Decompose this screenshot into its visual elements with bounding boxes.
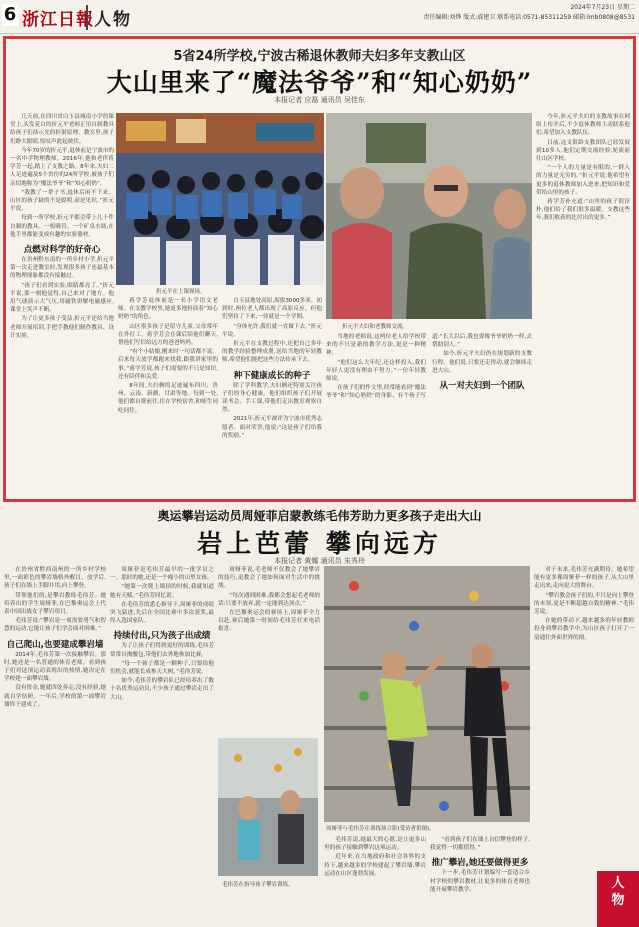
page-number: 6 xyxy=(3,4,17,25)
paragraph: “一个人的力量是有限的,一群人的力量是无穷的。”折元平说,他希望有更多的退休教师加入进来,把知识和爱带给山里的孩子。 xyxy=(536,165,630,196)
article1-column-3 xyxy=(222,297,322,497)
article2-photo-caption-1: 毛伟芳在指导孩子攀岩训练。 xyxy=(222,882,294,888)
paragraph: 对于未来,毛伟芳充满期待。她希望能有更多像周娅菲一样的孩子,从大山里走出来,走向更大的舞台。 xyxy=(534,567,634,590)
paragraph: 除了学科教学,夫妇俩还特别关注孩子们的身心健康。他们组织孩子们开展读书会、手工课,带他们走出教室观察自然。 xyxy=(222,382,322,414)
paragraph: “她第一次爬上墙顶的时候,我就知道她有天赋。”毛伟芳回忆说。 xyxy=(110,584,214,599)
article1-headline: 大山里来了“魔法爷爷”和“知心奶奶” xyxy=(106,68,533,97)
paragraph: “他们这么大年纪,还这样投入,我们年轻人更没有理由不努力。”一位年轻教师说。 xyxy=(326,359,426,383)
paragraph: 毛伟芳说:“攀岩是一项需要勇气和智慧的运动,它能让孩子们学会面对困难。” xyxy=(4,618,106,633)
paragraph: 今年70岁的折元平,退休前是宁波市的一名中学物理教师。2016年,他和老伴蒋学芳一起,踏上了支教之路。8年来,夫妇二人足迹遍及5个省份的24所学校,被孩子们亲切地称为“魔法爷爷”和“知心奶奶”。 xyxy=(10,147,114,187)
paragraph: 每到一所学校,折元平都会带上几十件自制的教具。一根吸管、一个矿泉水瓶,在他手里都能变成有趣的实验器材。 xyxy=(10,215,114,238)
paragraph: 周娅菲说,毛老师不仅教会了她攀岩的技巧,更教会了她如何面对生活中的挑战。 xyxy=(218,567,320,590)
paragraph: 在她的带动下,越来越多的年轻教师投身到攀岩教学中,为山区孩子打开了一扇通往外面世界的窗。 xyxy=(534,618,634,641)
paragraph: 在贵州黔东南的一所乡村小学,折元平第一次走进教室时,发现很多孩子连最基本的物理现象都没有接触过。 xyxy=(10,257,114,280)
paragraph: 毛伟芳说,她最大的心愿,是让更多山里的孩子接触到攀岩这项运动。 xyxy=(324,837,426,852)
paragraph: 为了让更多孩子受益,折元平还给当地老师开展培训,手把手教他们制作教具、设计实验。 xyxy=(10,316,114,339)
paragraph: 如今,折元平夫妇仍在规划新的支教行程。他们说,只要还走得动,就会继续走进大山。 xyxy=(432,351,532,374)
paragraph: 当地的老师说,这两位老人给学校带来的不只是新的教学方法,更是一种精神。 xyxy=(326,334,426,357)
article2-column-2 xyxy=(110,566,214,922)
article2-photo-climbing xyxy=(324,566,530,822)
paragraph: 带领他们的,是攀岩教练毛伟芳。她培养出的学生周娅菲,在巴黎奥运会上代表中国出战女子攀岩项目。 xyxy=(4,592,106,616)
section-name: 人物 xyxy=(86,5,132,30)
paragraph: “攀岩教会孩子们的,不只是向上攀登的本领,更是不断超越自我的精神。”毛伟芳说。 xyxy=(534,592,634,616)
article2-column-5 xyxy=(534,566,634,866)
paragraph: 近年来,在当地政府和社会各界的支持下,越来越多的学校建起了攀岩墙,攀岩运动在山区蓬勃发展。 xyxy=(324,854,426,877)
badge-line-1: 人 xyxy=(611,876,625,891)
paragraph: 在毛伟芳的悉心指导下,周娅菲的成绩突飞猛进,先后在全国比赛中多次获奖,最终入选国家队。 xyxy=(110,601,214,625)
masthead xyxy=(0,0,639,34)
article1-kicker: 5省24所学校,宁波古稀退休教师夫妇多年支教山区 xyxy=(173,49,466,64)
paragraph: 2014年,毛伟芳第一次接触攀岩。那时,她还是一名普通的体育老师。看到孩子们对这项运动表现出的热情,她决定在学校建一面攀岩墙。 xyxy=(4,651,106,683)
paragraph: 目前,这支银龄支教团队已经发展到10多人,他们定期交流经验,轮流前往山区学校。 xyxy=(536,139,630,163)
paragraph: 白玉县地处高原,海拔3000多米。初到时,两位老人都出现了高原反应。但他们坚持了下来,一待就是一个学期。 xyxy=(222,298,322,321)
paragraph: “身体允许,我们就一直做下去。”折元平说。 xyxy=(222,323,322,338)
article2-kicker: 奥运攀岩运动员周娅菲启蒙教练毛伟芳助力更多孩子走出大山 xyxy=(157,509,482,523)
article2-column-4b xyxy=(430,836,530,922)
masthead-info xyxy=(385,3,635,23)
article1-photo2-caption: 折元平夫妇和老教师交流。 xyxy=(342,324,409,330)
couple-photo-image xyxy=(326,113,532,319)
article2-subhead-2: 持续付出,只为孩子出成绩 xyxy=(113,631,211,642)
featured-article-frame xyxy=(3,36,636,502)
article2-subhead-3: 推广攀岩,她还要做得更多 xyxy=(431,858,529,869)
paragraph: “看到孩子们在墙上自信攀登的样子,我觉得一切都值得。” xyxy=(430,837,530,852)
article1-column-5 xyxy=(536,113,630,497)
article1-byline: 本报记者 应磊 通讯员 吴佳东 xyxy=(274,96,365,104)
paragraph: 山区很多孩子是留守儿童,父母常年在外打工。蒋学芳会在课后陪他们聊天,帮他们写信给远方的爸爸妈妈。 xyxy=(118,323,218,347)
paragraph: 在贵州省黔西南州的一所乡村学校里,一面彩色的攀岩墙格外醒目。放学后,孩子们在墙上手脚并用,向上攀登。 xyxy=(4,567,106,590)
paragraph: 折元平在支教过程中,还把自己多年的教学经验整理成册,送给当地的年轻教师,希望他们能把这些方法传承下去。 xyxy=(222,341,322,364)
article1-subhead-2: 种下健康成长的种子 xyxy=(233,370,311,381)
paragraph: 8年间,夫妇俩的足迹遍布四川、贵州、云南、新疆、甘肃等地。每到一处,他们都自费前往,住在学校宿舍,和师生同吃同住。 xyxy=(118,383,218,414)
editor-line: 责任编辑:刘烨 版式:戚建卫 联系电话:0571-85311259 邮箱:lmb0808@8531 xyxy=(423,14,635,21)
paragraph: 下一步,毛伟芳计划编写一套适合乡村学校的攀岩教材,让更多的体育老师也能开展攀岩教学。 xyxy=(430,870,530,893)
paragraph: 蒋学芳退休前是一名小学语文老师。在支教学校里,她更多地扮演着“知心奶奶”的角色。 xyxy=(118,298,218,321)
article2-headline: 岩上芭蕾 攀向远方 xyxy=(197,529,442,558)
paragraph: “每一个孩子都是一颗种子,只要给他们机会,就能长成参天大树。”毛伟芳说。 xyxy=(110,660,214,676)
paragraph: 2021年,折元平被评为宁波市优秀志愿者。面对荣誉,他说:“这是孩子们给我的奖励。” xyxy=(222,416,322,439)
article1-subhead-1: 点燃对科学的好奇心 xyxy=(23,245,101,256)
paragraph: “我教了一辈子书,退休后闲不下来。山区的孩子缺的不是聪明,而是见识。”折元平说。 xyxy=(10,189,114,213)
paragraph: 在巴黎奥运会的赛场上,周娅菲全力以赴,赛后她第一时间给毛伟芳打来电话报喜。 xyxy=(218,610,320,633)
article1-photo-couple xyxy=(326,113,532,319)
article1-subhead-3: 从一对夫妇到一个团队 xyxy=(439,381,525,392)
classroom-photo-image xyxy=(116,113,324,285)
article2-column-3 xyxy=(218,566,320,736)
article2-byline: 本报记者 黄娜 通讯员 朱秀玲 xyxy=(274,557,365,565)
child-photo-image xyxy=(218,738,318,876)
paragraph: 在孩子们的作文里,经常能看到“魔法爷爷”和“知心奶奶”的身影。有个孩子写道:“长大以后,我也要像爷爷奶奶一样,去帮助别人。” xyxy=(326,334,532,400)
paragraph: 今年,折元平夫妇的支教故事在网络上传开后,不少退休教师主动联系他们,希望加入支教队伍。 xyxy=(536,114,630,137)
article1-column-1 xyxy=(10,113,114,497)
article1-photo1-caption: 折元平在上课现场。 xyxy=(156,289,206,295)
paragraph: 如今,毛伟芳的攀岩队已经培养出了数十名优秀运动员,不少孩子通过攀岩走出了大山。 xyxy=(110,678,214,701)
paragraph: “每次遇到困难,我都会想起毛老师的话:只要不放弃,就一定能到达顶点。” xyxy=(218,592,320,607)
badge-line-2: 物 xyxy=(611,893,625,908)
article1-column-4 xyxy=(326,333,532,497)
paragraph: 没有资金,她就四处奔走;没有经验,她就自学钻研。一年后,学校的第一面攀岩墙终于建成了。 xyxy=(4,685,106,708)
paragraph: 蒋学芳补充道:“山里的孩子很淳朴,他们给了我们很多温暖。支教这些年,我们收获的比付出的更多。” xyxy=(536,199,630,222)
article2-subhead-1: 自己爬山,也要建成攀岩墙 xyxy=(6,639,104,650)
paragraph: 周娅菲是毛伟芳最早的一批学员之一。那时的她,还是一个瘦小的山里女孩。 xyxy=(110,567,214,582)
paper-name: 浙江日報 xyxy=(22,10,94,30)
article2-column-1 xyxy=(4,566,106,922)
paragraph: “有个小姑娘,刚来时一句话都不说。后来每天放学都跑来找我,跟我讲家里的事。”蒋学芳说,孩子们需要的不只是知识,还有陪伴和关爱。 xyxy=(118,349,218,380)
paragraph: 几天前,在四川省白玉县城南小学的课堂上,头发花白的折元平老师正用自制教具给孩子们演示光的折射原理。教室里,孩子们睁大眼睛,惊叹声此起彼伏。 xyxy=(10,114,114,145)
article2-photo-child xyxy=(218,738,318,876)
article2-column-4a xyxy=(324,836,426,922)
section-corner-badge xyxy=(597,871,639,927)
paragraph: 为了让孩子们得到更好的训练,毛伟芳常常自掏腰包,带他们去外地参加比赛。 xyxy=(110,643,214,658)
climbing-photo-image xyxy=(324,566,530,822)
paragraph: “孩子们看到实验,眼睛都亮了。”折元平说,那一刻他觉得,自己来对了地方。他用气球演示大气压,用磁铁讲解电磁感应,课堂上笑声不断。 xyxy=(10,282,114,314)
article1-column-2 xyxy=(118,297,218,497)
article2-photo-caption-2: 周娅菲与毛伟芳在训练场合影(受访者供图)。 xyxy=(326,826,435,832)
date-line: 2024年7月23日 星期二 xyxy=(570,4,635,11)
article1-photo-classroom xyxy=(116,113,324,285)
